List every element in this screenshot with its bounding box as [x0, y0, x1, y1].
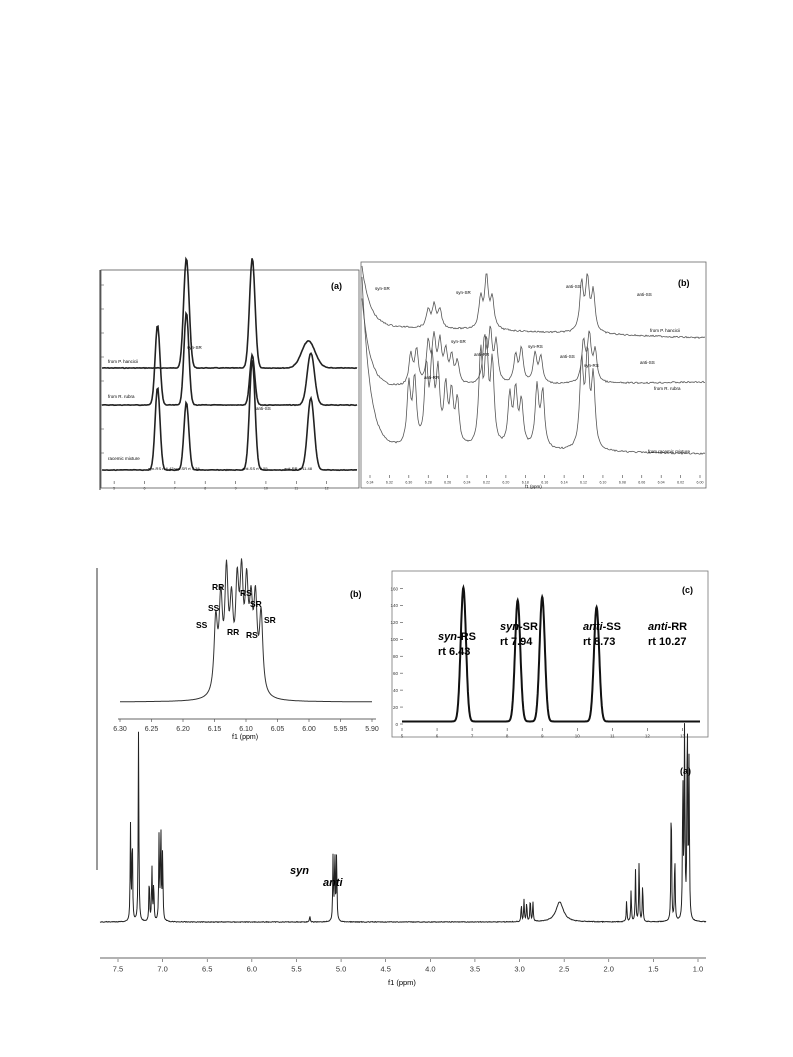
fig1a-x-tick-label: 10: [263, 486, 268, 491]
fig1a-peak-label: syn-RS rt 6.43: [148, 466, 174, 471]
fig1b-x-tick-label: 6.06: [638, 480, 646, 485]
fig2c-x-tick-label: 11: [610, 733, 615, 739]
fig2a-annotation-anti: anti: [323, 877, 343, 889]
fig1b-x-tick-label: 6.16: [541, 480, 549, 485]
fig2c-x-tick-label: 5: [400, 733, 404, 739]
fig1a-x-ticks: [113, 481, 329, 491]
fig2b-x-tick-label: 5.90: [365, 726, 379, 733]
fig2c-y-tick-label: 80: [392, 654, 398, 660]
fig1a-trace-label: from R. rubra: [108, 394, 135, 399]
fig1b-peak-label: anti-RR: [474, 352, 490, 357]
fig2c-x-tick-label: 9: [540, 733, 544, 739]
fig1b-x-tick-label: 6.32: [385, 480, 393, 485]
fig1b-trace-label: from R. rubra: [654, 386, 681, 391]
fig1b-x-tick-label: 6.02: [677, 480, 685, 485]
fig1a-x-tick-label: 12: [324, 486, 329, 491]
fig2c-y-tick-label: 120: [390, 620, 398, 626]
fig1b-x-tick-label: 6.14: [560, 480, 568, 485]
fig2c-peak-annotation: [583, 621, 621, 633]
fig2a-x-tick-label: 3.0: [514, 964, 525, 974]
fig1-panel-b: [361, 262, 706, 489]
fig1a-peak-label: anti-RR rt 11.48: [284, 466, 312, 471]
fig1b-x-tick-label: 6.26: [444, 480, 452, 485]
fig1b-x-tick-label: 6.22: [482, 480, 490, 485]
fig2b-x-tick-label: 6.00: [302, 726, 316, 733]
fig2a-x-tick-label: 5.0: [335, 964, 347, 974]
fig2a-x-tick-label: 4.5: [380, 964, 391, 974]
fig1b-peak-label: syn-SR: [375, 286, 390, 291]
fig2b-peak-label: SR: [264, 615, 276, 625]
fig1-panel-a: [100, 258, 359, 490]
fig2b-x-ticks: [113, 719, 379, 733]
fig2-panel-c: [390, 571, 708, 739]
fig1b-x-tick-label: 6.04: [657, 480, 665, 485]
fig2c-x-tick-label: 13: [679, 733, 685, 739]
fig1b-x-tick-label: 6.30: [405, 480, 413, 485]
fig2c-y-tick-label: 40: [392, 687, 398, 693]
fig2c-x-tick-label: 6: [435, 733, 439, 739]
fig1b-panel-label: (b): [678, 278, 690, 288]
fig1b-peak-label: syn-SR: [451, 339, 466, 344]
fig2a-x-tick-label: 6.5: [202, 964, 213, 974]
stereo-suffix: -RS: [456, 631, 476, 643]
fig2b-x-tick-label: 6.20: [176, 726, 190, 733]
fig1a-trace-label: racemic mixture: [108, 456, 140, 461]
fig1b-peak-label: syn-RS: [584, 363, 599, 368]
fig1a-trace-label: from P. hancicii: [108, 359, 139, 364]
fig2c-peak-rt: rt 10.27: [648, 636, 687, 648]
stereo-prefix: syn: [500, 621, 519, 633]
fig2b-x-tick-label: 6.10: [239, 726, 253, 733]
fig2a-x-tick-label: 7.5: [112, 964, 124, 974]
fig2a-panel-label: (a): [680, 766, 691, 776]
fig2b-peak-label: RS: [246, 630, 258, 640]
fig1b-peak-label: syn-RS: [528, 344, 543, 349]
fig2b-x-tick-label: 6.15: [207, 726, 222, 733]
fig2b-peak-label: SS: [196, 620, 208, 630]
fig2c-x-tick-label: 10: [574, 733, 580, 739]
fig1b-x-tick-label: 6.00: [696, 480, 704, 485]
fig2c-panel-label: (c): [682, 585, 693, 595]
fig1b-peak-label: anti-SS: [566, 284, 581, 289]
fig2b-x-tick-label: 6.30: [113, 726, 127, 733]
fig2b-x-tick-label: 6.25: [144, 726, 159, 733]
fig1b-x-tick-label: 6.28: [424, 480, 432, 485]
fig2a-x-tick-label: 2.0: [603, 964, 614, 974]
fig2c-peak-annotation: [438, 631, 476, 643]
fig2c-peak-annotation: [500, 621, 538, 633]
fig1b-trace-label: from P. hancicii: [650, 328, 681, 333]
fig1b-peak-label: anti-SS: [637, 292, 652, 297]
fig1b-x-tick-label: 6.24: [463, 480, 471, 485]
fig1a-x-tick-label: 6: [143, 486, 146, 491]
fig2a-spectrum: [100, 723, 706, 922]
fig1a-peak-label: anti-SS: [256, 406, 271, 411]
fig1b-x-tick-label: 6.34: [366, 480, 374, 485]
fig2c-x-tick-label: 12: [644, 733, 650, 739]
fig2a-annotation-syn: syn: [290, 865, 309, 877]
fig1a-x-tick-label: 5: [113, 486, 116, 491]
stereo-prefix: anti: [648, 621, 668, 633]
fig2b-x-tick-label: 6.05: [270, 726, 285, 733]
fig2b-x-tick-label: 5.95: [333, 726, 348, 733]
fig2c-peak-rt: rt 6.43: [438, 646, 471, 658]
fig1b-x-tick-label: 6.12: [580, 480, 588, 485]
fig2c-y-tick-label: 160: [390, 586, 398, 592]
fig2-panel-a: [100, 723, 706, 987]
fig2a-x-ticks: [113, 959, 703, 974]
fig1a-peak-label: syn-SR rt 7.38: [174, 466, 200, 471]
fig1b-trace-label: from racemic mixture: [648, 449, 691, 454]
fig2c-y-tick-label: 140: [390, 603, 398, 609]
fig2b-peak-label: SS: [208, 603, 220, 613]
fig1b-x-tick-label: 6.18: [521, 480, 529, 485]
fig1b-x-tick-label: 6.08: [618, 480, 626, 485]
fig2c-peak-rt: rt 7.94: [500, 636, 533, 648]
stereo-prefix: syn: [438, 631, 457, 643]
fig1b-x-tick-label: 6.10: [599, 480, 607, 485]
fig1b-trace-r-rubra: [362, 298, 705, 385]
stereo-suffix: -SS: [602, 621, 621, 633]
fig2a-x-tick-label: 1.0: [692, 964, 704, 974]
fig2c-peak-rt: rt 8.73: [583, 636, 616, 648]
fig1a-x-tick-label: 11: [294, 486, 299, 491]
fig1b-peak-label: anti-SS: [560, 354, 575, 359]
fig2a-x-tick-label: 1.5: [648, 964, 659, 974]
fig2b-peak-label: RR: [212, 582, 225, 592]
fig1a-panel-label: (a): [331, 281, 342, 291]
fig1a-x-tick-label: 9: [234, 486, 237, 491]
fig1b-peak-label: anti-RR: [424, 375, 440, 380]
fig1a-y-ticks: [101, 285, 104, 453]
fig1a-peak-label: syn-SR: [187, 345, 202, 350]
fig2b-x-axis-label: f1 (ppm): [232, 734, 259, 741]
fig1b-x-axis-label: f1 (ppm): [525, 484, 542, 489]
fig2a-x-tick-label: 7.0: [157, 964, 168, 974]
fig2b-panel-label: (b): [350, 589, 362, 599]
fig2c-y-tick-label: 60: [392, 670, 398, 676]
fig1a-trace-racemic: [102, 360, 357, 470]
stereo-prefix: anti: [583, 621, 603, 633]
fig1a-peak-label: anti-SS rt 9.55: [242, 466, 268, 471]
fig2a-x-tick-label: 4.0: [425, 964, 436, 974]
fig2c-y-tick-label: 0: [395, 721, 398, 727]
fig2c-peak-annotation: [648, 621, 687, 633]
fig1a-x-tick-label: 7: [173, 486, 176, 491]
stereo-suffix: -SR: [518, 621, 538, 633]
fig1a-x-tick-label: 8: [204, 486, 207, 491]
fig1b-frame: [361, 262, 706, 488]
fig2b-peak-label: SR: [250, 599, 262, 609]
fig2b-peak-label: RS: [240, 588, 252, 598]
fig2b-peak-label: RR: [227, 627, 240, 637]
fig1b-x-tick-label: 6.20: [502, 480, 510, 485]
fig2c-x-tick-label: 8: [505, 733, 509, 739]
fig2a-x-axis-label: f1 (ppm): [388, 978, 416, 987]
fig1b-trace-racemic: [362, 277, 705, 454]
fig2c-y-tick-label: 100: [390, 637, 398, 643]
fig2a-x-tick-label: 6.0: [246, 964, 258, 974]
fig2a-x-tick-label: 2.5: [558, 964, 570, 974]
fig2c-x-tick-label: 7: [470, 733, 474, 739]
stereo-suffix: -RR: [667, 621, 688, 633]
fig2a-x-tick-label: 5.5: [291, 964, 302, 974]
fig1a-trace-p-hancicii: [102, 258, 357, 368]
fig1b-peak-label: anti-SS: [640, 360, 655, 365]
fig2c-y-tick-label: 20: [392, 704, 398, 710]
fig1b-peak-label: syn-SR: [456, 290, 471, 295]
fig2a-x-tick-label: 3.5: [469, 964, 481, 974]
